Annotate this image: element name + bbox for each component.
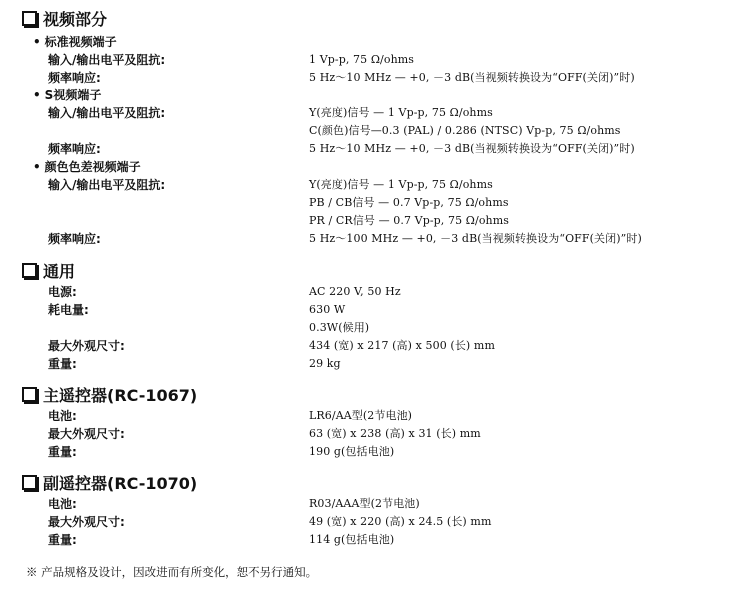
checkbox-square-icon xyxy=(22,475,37,490)
main-remote-battery-value: LR6/AA型(2节电池) xyxy=(309,409,413,422)
component-io-pr-value: PR / CR信号 — 0.7 Vp-p, 75 Ω/ohms xyxy=(309,214,510,227)
section-video-title: 视频部分 xyxy=(43,10,108,29)
component-io-label: 输入/输出电平及阻抗: xyxy=(48,178,166,192)
section-main-remote-title: 主遥控器(RC-1067) xyxy=(43,386,198,405)
main-remote-battery-label: 电池: xyxy=(48,409,77,423)
sub-remote-dimensions-value: 49 (宽) x 220 (高) x 24.5 (长) mm xyxy=(309,515,492,528)
section-general-heading xyxy=(22,262,75,282)
checkbox-square-icon xyxy=(22,11,37,26)
main-remote-weight-label: 重量: xyxy=(48,445,77,459)
composite-io-value: 1 Vp-p, 75 Ω/ohms xyxy=(309,53,415,66)
section-sub-remote-heading xyxy=(22,474,197,494)
subsection-component-title: 颜色色差视频端子 xyxy=(44,160,141,174)
bullet-icon: • xyxy=(33,160,41,174)
general-dimensions-label: 最大外观尺寸: xyxy=(48,339,125,353)
svideo-io-y-value: Y(亮度)信号 — 1 Vp-p, 75 Ω/ohms xyxy=(309,106,493,119)
general-power-value: AC 220 V, 50 Hz xyxy=(309,285,401,298)
bullet-icon: • xyxy=(33,88,41,102)
section-sub-remote-title: 副遥控器(RC-1070) xyxy=(43,474,198,493)
general-weight-label: 重量: xyxy=(48,357,77,371)
component-io-y-value: Y(亮度)信号 — 1 Vp-p, 75 Ω/ohms xyxy=(309,178,493,191)
checkbox-square-icon xyxy=(22,387,37,402)
subsection-svideo-title: S视频端子 xyxy=(44,88,102,102)
main-remote-dimensions-value: 63 (宽) x 238 (高) x 31 (长) mm xyxy=(309,427,481,440)
general-consumption-label: 耗电量: xyxy=(48,303,89,317)
component-io-pb-value: PB / CB信号 — 0.7 Vp-p, 75 Ω/ohms xyxy=(309,196,509,209)
svideo-io-label: 输入/输出电平及阻抗: xyxy=(48,106,166,120)
svideo-freq-label: 频率响应: xyxy=(48,142,101,156)
sub-remote-battery-value: R03/AAA型(2节电池) xyxy=(309,497,420,510)
sub-remote-weight-value: 114 g(包括电池) xyxy=(309,533,395,546)
subsection-composite-heading xyxy=(33,34,117,50)
general-dimensions-value: 434 (宽) x 217 (高) x 500 (长) mm xyxy=(309,339,495,352)
component-freq-label: 频率响应: xyxy=(48,232,101,246)
section-main-remote-heading xyxy=(22,386,197,406)
composite-freq-label: 频率响应: xyxy=(48,71,101,85)
subsection-component-heading xyxy=(33,159,141,175)
subsection-svideo-heading xyxy=(33,87,101,103)
composite-freq-value: 5 Hz～10 MHz — +0, －3 dB(当视频转换设为“OFF(关闭)”时) xyxy=(309,71,635,84)
svideo-freq-value: 5 Hz～10 MHz — +0, －3 dB(当视频转换设为“OFF(关闭)”时) xyxy=(309,142,635,155)
section-video-heading xyxy=(22,10,107,30)
checkbox-square-icon xyxy=(22,263,37,278)
bullet-icon: • xyxy=(33,35,41,49)
sub-remote-battery-label: 电池: xyxy=(48,497,77,511)
general-power-label: 电源: xyxy=(48,285,77,299)
footnote: ※ 产品规格及设计，因改进而有所变化，恕不另行通知。 xyxy=(26,565,318,579)
subsection-composite-title: 标准视频端子 xyxy=(44,35,117,49)
main-remote-dimensions-label: 最大外观尺寸: xyxy=(48,427,125,441)
composite-io-label: 输入/输出电平及阻抗: xyxy=(48,53,166,67)
general-standby-value: 0.3W(候用) xyxy=(309,321,370,334)
section-general-title: 通用 xyxy=(43,262,76,281)
main-remote-weight-value: 190 g(包括电池) xyxy=(309,445,395,458)
component-freq-value: 5 Hz～100 MHz — +0, －3 dB(当视频转换设为“OFF(关闭)”时) xyxy=(309,232,642,245)
sub-remote-weight-label: 重量: xyxy=(48,533,77,547)
svideo-io-c-value: C(颜色)信号—0.3 (PAL) / 0.286 (NTSC) Vp-p, 75 Ω/ohms xyxy=(309,124,621,137)
general-consumption-value: 630 W xyxy=(309,303,346,316)
sub-remote-dimensions-label: 最大外观尺寸: xyxy=(48,515,125,529)
general-weight-value: 29 kg xyxy=(309,357,341,370)
